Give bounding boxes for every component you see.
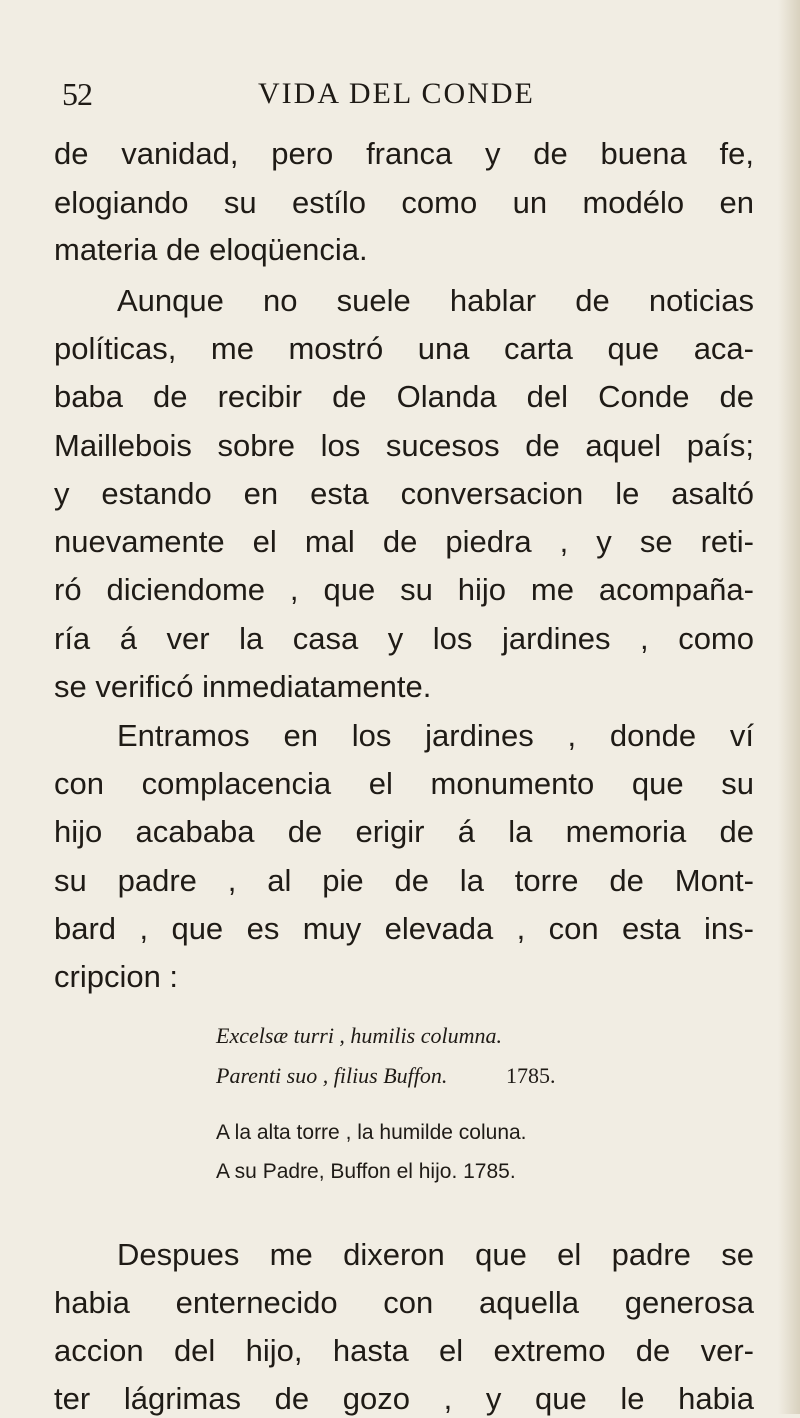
inscription-translation-line: A su Padre, Buffon el hijo. 1785. [216,1160,516,1183]
text-line: baba de recibir de Olanda del Conde de [54,379,754,414]
paragraph-start-line: Entramos en los jardines , donde ví [117,718,754,753]
text-line: elogiando su estílo como un modélo en [54,185,754,220]
page-edge-shadow [778,0,800,1414]
paragraph-start-line: Aunque no suele hablar de noticias [117,283,754,318]
text-line: materia de eloqüencia. [54,232,368,267]
running-title: VIDA DEL CONDE [258,77,535,110]
text-line: habia enternecido con aquella generosa [54,1285,754,1320]
text-line: ría á ver la casa y los jardines , como [54,621,754,656]
text-line: ró diciendome , que su hijo me acompaña- [54,572,754,607]
text-line: ter lágrimas de gozo , y que le habia [54,1381,754,1416]
text-line: con complacencia el monumento que su [54,766,754,801]
paragraph-start-line: Despues me dixeron que el padre se [117,1237,754,1272]
page-number: 52 [62,76,92,112]
text-line: su padre , al pie de la torre de Mont- [54,863,754,898]
text-line: y estando en esta conversacion le asaltó [54,476,754,511]
inscription-translation-line: A la alta torre , la humilde coluna. [216,1121,527,1144]
text-line: Maillebois sobre los sucesos de aquel país; [54,428,754,463]
text-line: se verificó inmediatamente. [54,669,432,704]
text-line: accion del hijo, hasta el extremo de ver- [54,1333,754,1368]
text-line: hijo acababa de erigir á la memoria de [54,814,754,849]
text-line: nuevamente el mal de piedra , y se reti- [54,524,754,559]
text-line: políticas, me mostró una carta que aca- [54,331,754,366]
text-line: de vanidad, pero franca y de buena fe, [54,136,754,171]
inscription-latin-line: Parenti suo , filius Buffon. [216,1063,448,1088]
text-line: bard , que es muy elevada , con esta ins- [54,911,754,946]
text-line: cripcion : [54,959,179,994]
page-header [62,74,762,114]
inscription-latin-line: Excelsæ turri , humilis columna. [216,1023,502,1048]
inscription-year: 1785. [506,1063,556,1088]
